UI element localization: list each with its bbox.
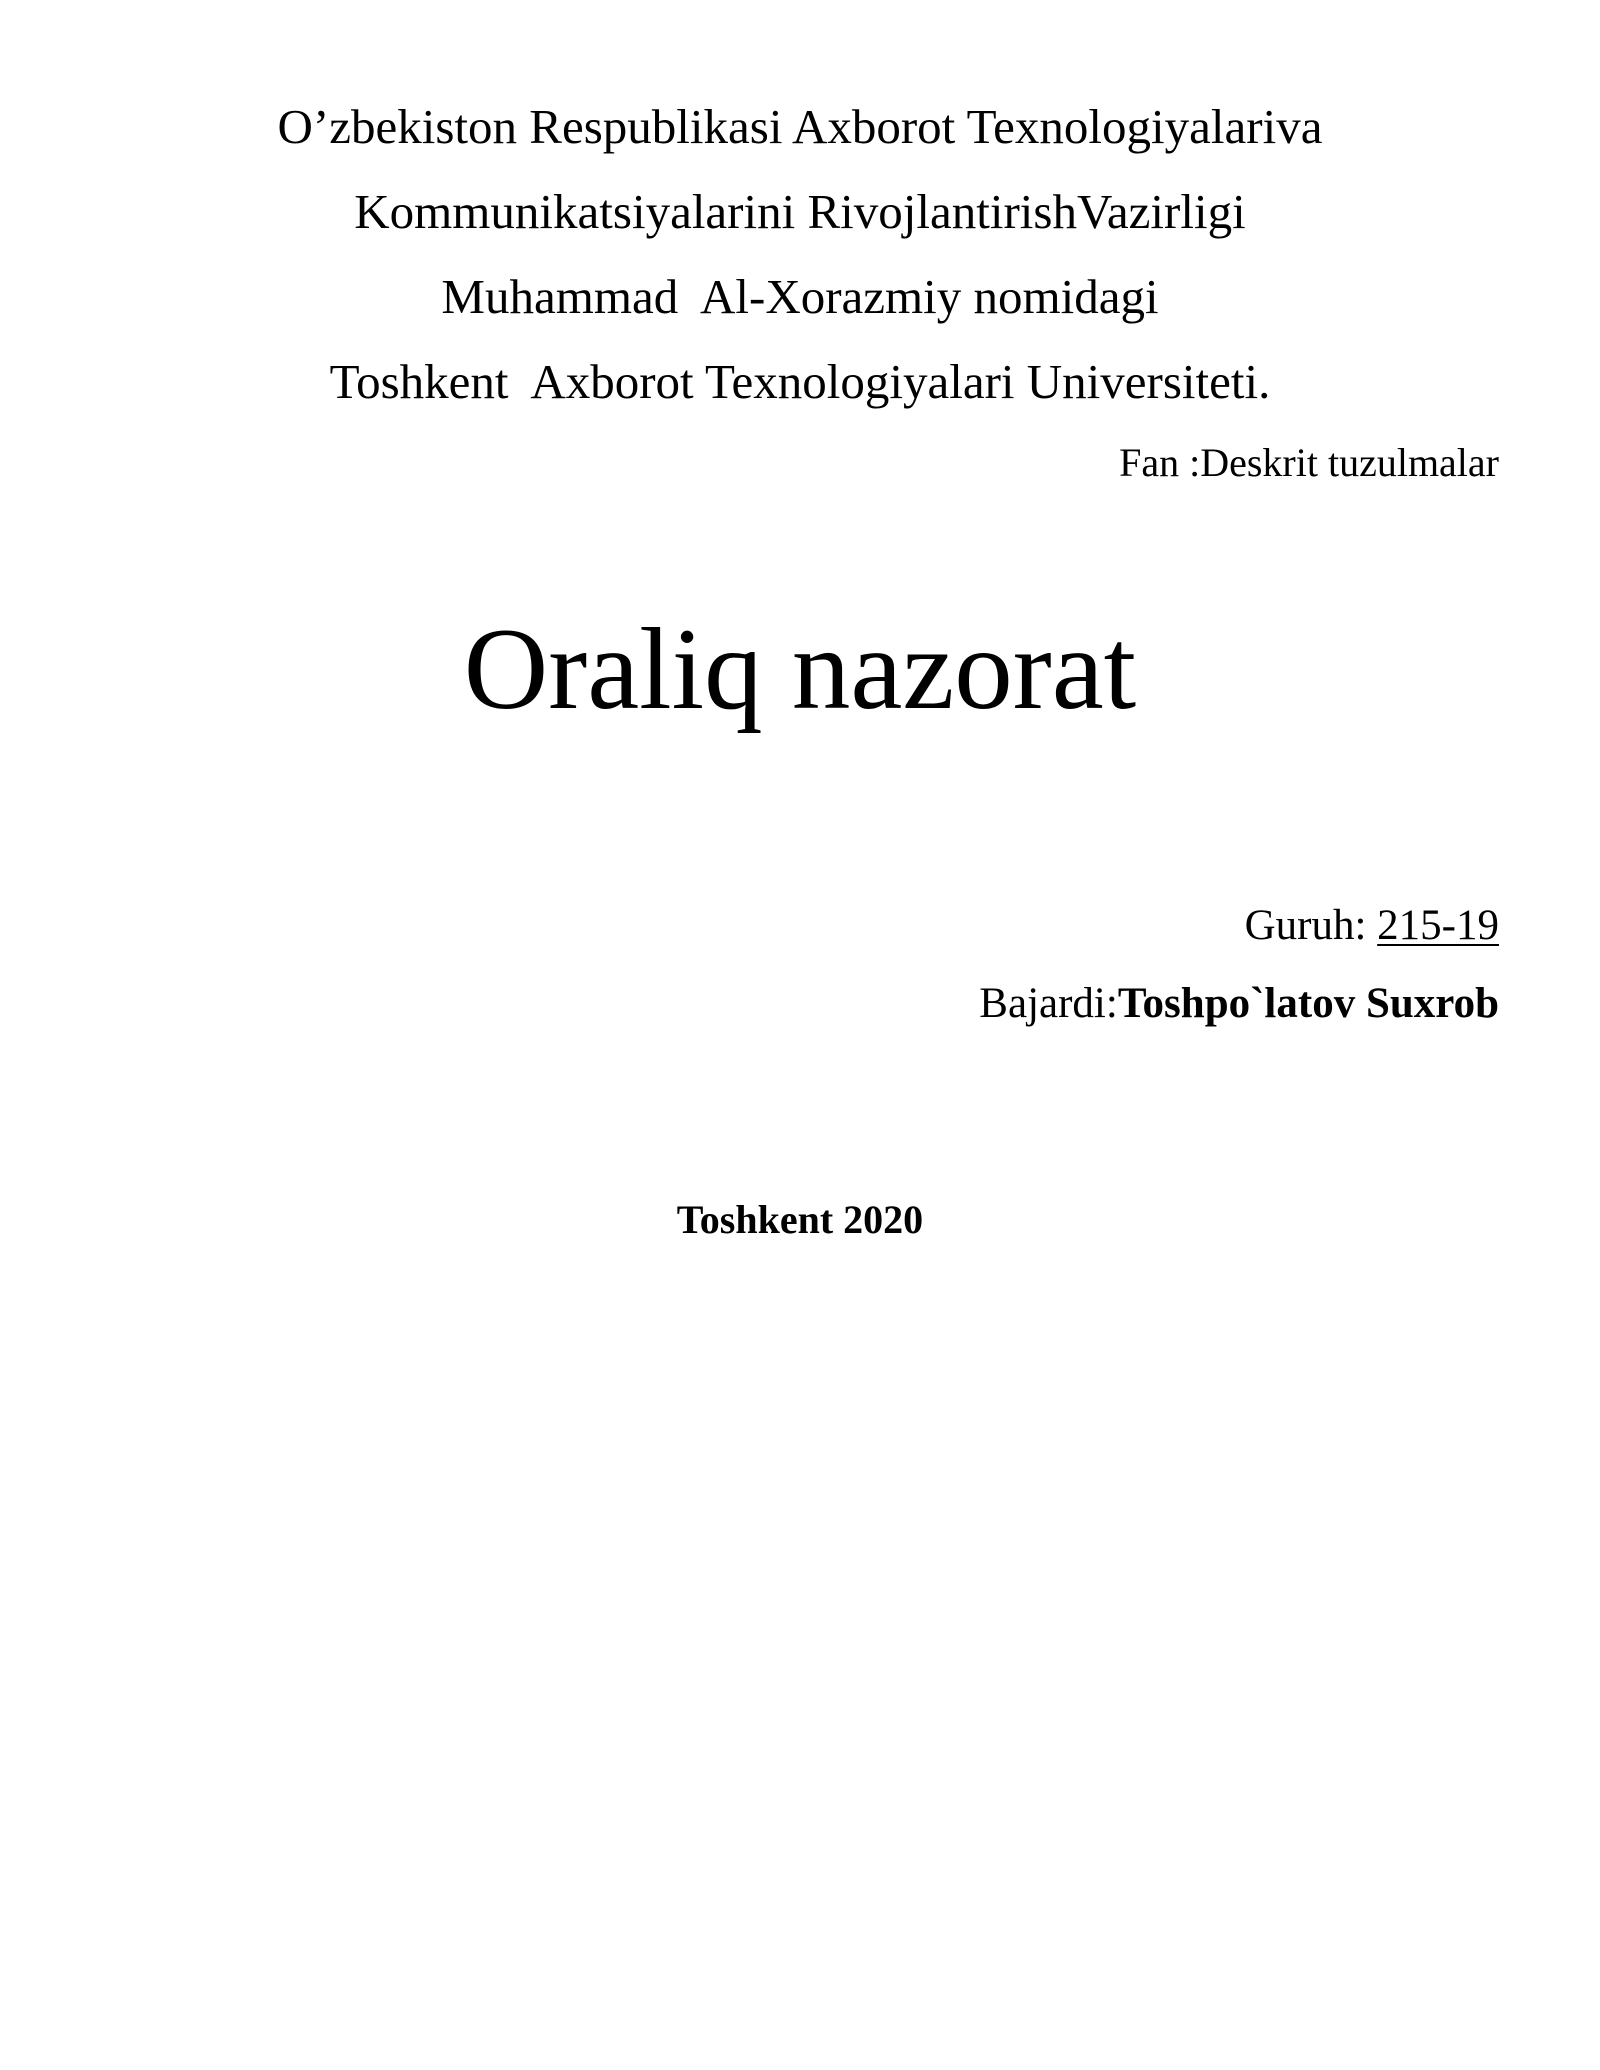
university-line-1: Muhammad Al-Xorazmiy nomidagi	[441, 269, 1159, 324]
document-title: Oraliq nazorat	[463, 605, 1137, 734]
place-year: Toshkent 2020	[676, 1197, 924, 1242]
ministry-line-2: Kommunikatsiyalarini RivojlantirishVazirligi	[354, 184, 1246, 239]
group-label: Guruh:	[1244, 902, 1378, 949]
author-name: Toshpo`latov Suxrob	[1117, 980, 1499, 1027]
author-line	[979, 977, 1499, 1031]
author-label: Bajardi:	[979, 980, 1118, 1027]
group-value: 215-19	[1377, 902, 1499, 949]
group-line	[1245, 899, 1499, 953]
university-line-2: Toshkent Axborot Texnologiyalari Universiteti.	[329, 354, 1271, 409]
ministry-line-1: O’zbekiston Respublikasi Axborot Texnologiyalariva	[277, 99, 1323, 154]
subject-line: Fan :Deskrit tuzulmalar	[1119, 440, 1499, 485]
